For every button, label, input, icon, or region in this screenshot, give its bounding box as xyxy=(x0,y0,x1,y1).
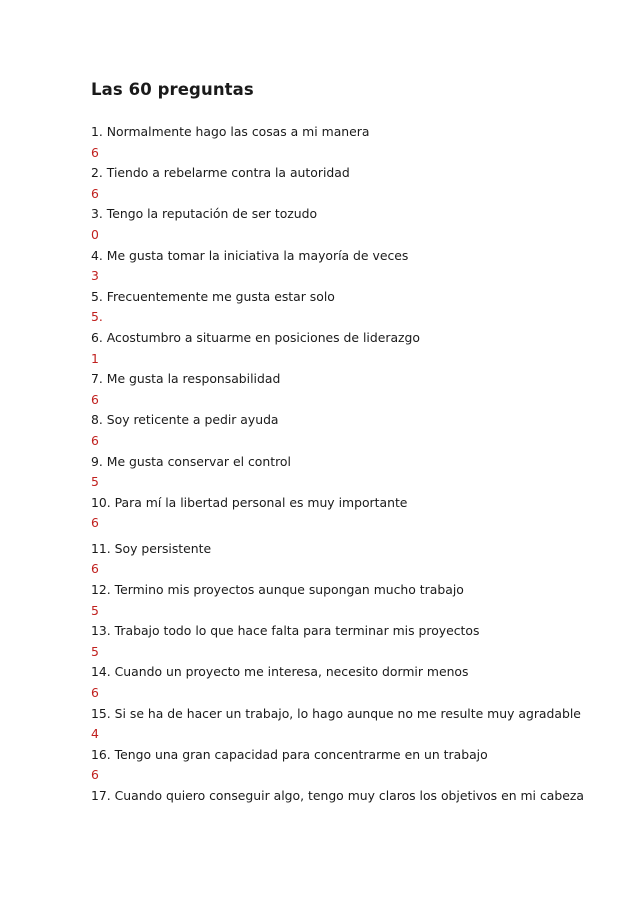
question-text: 13. Trabajo todo lo que hace falta para terminar mis proyectos xyxy=(91,623,480,639)
question-text: 3. Tengo la reputación de ser tozudo xyxy=(91,206,318,222)
list-item xyxy=(91,493,611,534)
list-item xyxy=(91,204,611,245)
answer-value: 6 xyxy=(91,144,99,160)
question-text: 12. Termino mis proyectos aunque supongan mucho trabajo xyxy=(91,582,464,598)
answer-value: 5 xyxy=(91,602,99,618)
answer-value: 6 xyxy=(91,391,99,407)
page-title: Las 60 preguntas xyxy=(91,80,254,99)
list-item xyxy=(91,745,611,786)
question-text: 9. Me gusta conservar el control xyxy=(91,453,291,469)
answer-value: 6 xyxy=(91,767,99,783)
list-item xyxy=(91,328,611,369)
list-item xyxy=(91,287,611,328)
question-text: 11. Soy persistente xyxy=(91,540,212,556)
answer-value: 0 xyxy=(91,226,99,242)
list-item xyxy=(91,452,611,493)
question-text: 2. Tiendo a rebelarme contra la autoridad xyxy=(91,165,350,181)
answer-value: 5 xyxy=(91,474,99,490)
answer-value: 6 xyxy=(91,432,99,448)
question-list xyxy=(91,122,611,807)
answer-value: 1 xyxy=(91,350,99,366)
question-text: 5. Frecuentemente me gusta estar solo xyxy=(91,288,335,304)
list-item xyxy=(91,786,611,807)
question-text: 16. Tengo una gran capacidad para concentrarme en un trabajo xyxy=(91,746,488,762)
question-text: 4. Me gusta tomar la iniciativa la mayoría de veces xyxy=(91,247,409,263)
answer-value: 6 xyxy=(91,515,99,531)
answer-value: 5 xyxy=(91,643,99,659)
question-text: 15. Si se ha de hacer un trabajo, lo hago aunque no me resulte muy agradable xyxy=(91,705,581,721)
list-item xyxy=(91,246,611,287)
list-item xyxy=(91,369,611,410)
question-text: 6. Acostumbro a situarme en posiciones de liderazgo xyxy=(91,329,420,345)
list-item xyxy=(91,539,611,580)
list-item xyxy=(91,662,611,703)
question-text: 8. Soy reticente a pedir ayuda xyxy=(91,412,279,428)
answer-value: 6 xyxy=(91,561,99,577)
answer-value: 5. xyxy=(91,309,103,325)
question-text: 1. Normalmente hago las cosas a mi manera xyxy=(91,124,370,139)
question-text: 7. Me gusta la responsabilidad xyxy=(91,371,281,387)
answer-value: 3 xyxy=(91,268,99,284)
list-item xyxy=(91,580,611,621)
list-item xyxy=(91,704,611,745)
question-text: 17. Cuando quiero conseguir algo, tengo muy claros los objetivos en mi cabeza xyxy=(91,788,584,803)
question-text: 10. Para mí la libertad personal es muy importante xyxy=(91,494,408,510)
question-text: 14. Cuando un proyecto me interesa, necesito dormir menos xyxy=(91,664,469,680)
list-item xyxy=(91,163,611,204)
answer-value: 6 xyxy=(91,185,99,201)
answer-value: 4 xyxy=(91,726,99,742)
list-item xyxy=(91,410,611,451)
answer-value: 6 xyxy=(91,685,99,701)
list-item xyxy=(91,621,611,662)
list-item xyxy=(91,122,611,163)
